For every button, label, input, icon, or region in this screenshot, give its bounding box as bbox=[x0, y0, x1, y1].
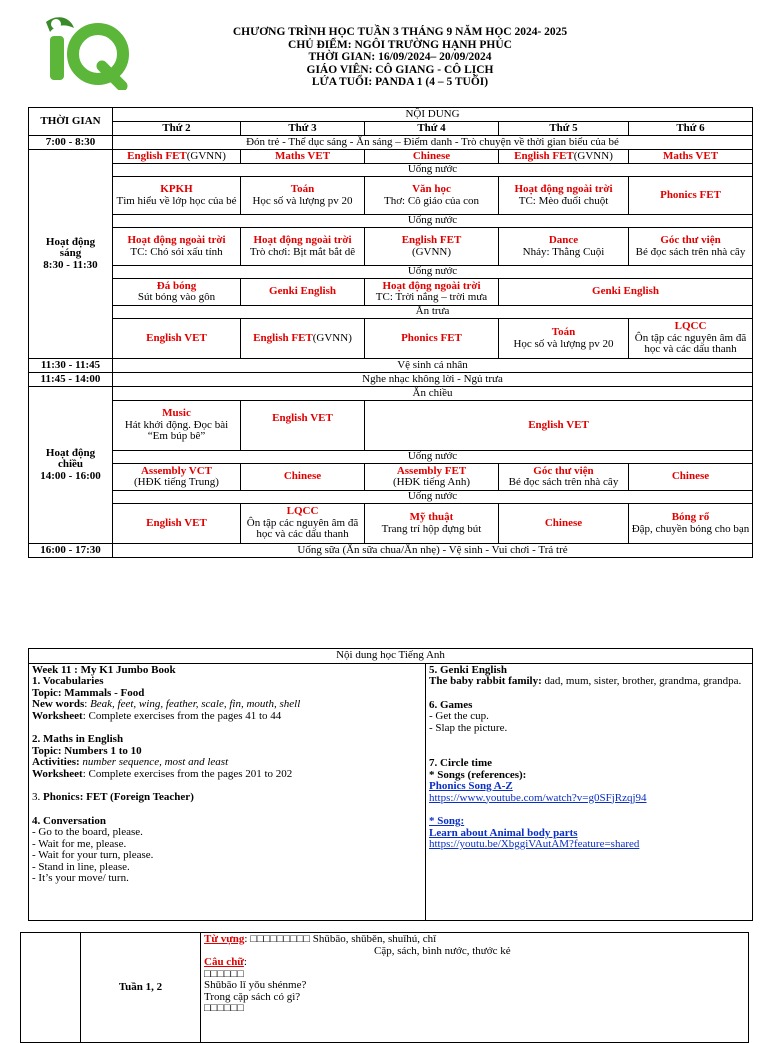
time-slot: 16:00 - 17:30 bbox=[29, 544, 113, 558]
afternoon-label: Hoạt động chiều 14:00 - 16:00 bbox=[29, 387, 113, 544]
section-heading: 2. Maths in English bbox=[32, 733, 124, 745]
activity-cell: Hoạt động ngoài trời Trò chơi: Bịt mắt bắt dê bbox=[241, 228, 365, 266]
day-header: Thứ 3 bbox=[241, 122, 365, 136]
activity-cell: Đá bóng Sút bóng vào gôn bbox=[113, 279, 241, 306]
activity-cell: Assembly VCT (HĐK tiếng Trung) bbox=[113, 464, 241, 491]
section-heading: 6. Games bbox=[429, 698, 473, 711]
activity-cell: Hoạt động ngoài trời TC: Mèo đuổi chuột bbox=[499, 177, 629, 215]
activity-cell: Chinese bbox=[499, 504, 629, 544]
routine-cell: Vệ sinh cá nhân bbox=[113, 359, 753, 373]
activity-cell: Hoạt động ngoài trời TC: Chó sói xấu tính bbox=[113, 228, 241, 266]
activity-cell: English FET (GVNN) bbox=[365, 228, 499, 266]
header-theme: CHỦ ĐIỂM: NGÔI TRƯỜNG HẠNH PHÚC bbox=[288, 38, 512, 51]
list-item: - Go to the board, please. bbox=[32, 826, 143, 838]
activity-cell: Genki English bbox=[499, 279, 753, 306]
activity-cell: LQCC Ôn tập các nguyên âm đã học và các dấu thanh bbox=[241, 504, 365, 544]
chinese-content-cell: Từ vựng: □□□□□□□□□ Shūbāo, shūběn, shuǐhú, chǐ Cặp, sách, bình nước, thước kẻ Câu chữ: □□□□□□ Shūbāo lǐ yǒu shénme? Trong cặp sách có gì? □□□□□□ bbox=[201, 933, 749, 1043]
header-program: CHƯƠNG TRÌNH HỌC TUẦN 3 THÁNG 9 NĂM HỌC 2024- 2025 bbox=[232, 26, 568, 38]
activity-cell: Genki English bbox=[241, 279, 365, 306]
song-link[interactable]: Phonics Song A-Z bbox=[429, 780, 513, 792]
routine-cell: Uống nước bbox=[113, 266, 753, 279]
activity-cell: Phonics FET bbox=[365, 319, 499, 359]
activity-cell: Chinese bbox=[365, 150, 499, 164]
activity-cell: Phonics FET bbox=[629, 177, 753, 215]
english-right-column: 5. Genki English The baby rabbit family: dad, mum, sister, brother, grandma, grandpa. 6. Games - Get the cup. - Slap the picture. 7. Circle time * Songs (references): Phonics Song A-Z https://www.youtube.com/watch?v=g0SFjRzqj94 * Song: Learn about Animal body parts https://youtu.be/XbggiVAutAM?feature=shared bbox=[426, 663, 753, 920]
activity-cell: Góc thư viện Bé đọc sách trên nhà cây bbox=[499, 464, 629, 491]
english-title: Nội dung học Tiếng Anh bbox=[29, 649, 753, 664]
page-header bbox=[190, 26, 610, 89]
chinese-content-table bbox=[20, 932, 749, 1043]
routine-cell: Uống nước bbox=[113, 215, 753, 228]
routine-cell: Đón trẻ - Thể dục sáng - Ăn sáng – Điểm danh - Trò chuyện về thời gian biểu của bé bbox=[113, 136, 753, 150]
list-item: - Wait for your turn, please. bbox=[32, 849, 154, 861]
activity-cell: Bóng rổ Đập, chuyền bóng cho bạn bbox=[629, 504, 753, 544]
routine-cell: Ăn chiều bbox=[113, 387, 753, 401]
activity-cell: Maths VET bbox=[629, 150, 753, 164]
day-header: Thứ 6 bbox=[629, 122, 753, 136]
activity-cell: Góc thư viện Bé đọc sách trên nhà cây bbox=[629, 228, 753, 266]
section-heading: 3. Phonics: FET (Foreign Teacher) bbox=[32, 791, 194, 803]
header-content-col: NỘI DUNG bbox=[113, 108, 753, 122]
list-item: - Slap the picture. bbox=[429, 721, 508, 734]
school-logo bbox=[36, 14, 130, 90]
video-url-link[interactable]: https://youtu.be/XbggiVAutAM?feature=shared bbox=[429, 838, 640, 850]
header-time: THỜI GIAN: 16/09/2024– 20/09/2024 bbox=[308, 51, 492, 63]
week-title: Week 11 : My K1 Jumbo Book bbox=[32, 663, 176, 676]
header-teachers: GIÁO VIÊN: CÔ GIANG - CÔ LỊCH bbox=[306, 63, 494, 76]
english-left-column: Week 11 : My K1 Jumbo Book 1. Vocabularies Topic: Mammals - Food New words: Beak, feet, wing, feather, scale, fin, mouth, shell Worksheet: Complete exercises from the pages 41 to 44 2. Maths in English Topic: Numbers 1 to 10 Activities: number sequence, most and least Worksheet: Complete exercises from the pages 201 to 202 3. Phonics: FET (Foreign Teacher) 4. Conversation - Go to the board, please. - Wait for me, please. - Wait for your turn, please. - Stand in line, please. - It’s your move/ turn. bbox=[29, 663, 426, 920]
routine-cell: Ăn trưa bbox=[113, 306, 753, 319]
activity-cell: English FET(GVNN) bbox=[241, 319, 365, 359]
activity-cell: English VET bbox=[113, 319, 241, 359]
activity-cell: English VET bbox=[365, 401, 753, 451]
morning-label: Hoạt động sáng 8:30 - 11:30 bbox=[29, 150, 113, 359]
activity-cell: LQCC Ôn tập các nguyên âm đã học và các dấu thanh bbox=[629, 319, 753, 359]
section-heading: 5. Genki English bbox=[429, 663, 507, 676]
day-header: Thứ 5 bbox=[499, 122, 629, 136]
section-heading: 7. Circle time bbox=[429, 757, 493, 769]
routine-cell: Uống nước bbox=[113, 164, 753, 177]
header-time-col: THỜI GIAN bbox=[29, 108, 113, 136]
activity-cell: Assembly FET (HĐK tiếng Anh) bbox=[365, 464, 499, 491]
activity-cell: Dance Nhảy: Thằng Cuội bbox=[499, 228, 629, 266]
activity-cell: Chinese bbox=[629, 464, 753, 491]
day-header: Thứ 4 bbox=[365, 122, 499, 136]
week-cell: Tuần 1, 2 bbox=[81, 933, 201, 1043]
activity-cell: Chinese bbox=[241, 464, 365, 491]
activity-cell: Toán Học số và lượng pv 20 bbox=[241, 177, 365, 215]
routine-cell: Uống sữa (Ăn sữa chua/Ăn nhẹ) - Vệ sinh - Vui chơi - Trả trẻ bbox=[113, 544, 753, 558]
list-item: - Get the cup. bbox=[429, 710, 489, 722]
song-label: * Song: bbox=[429, 815, 465, 827]
activity-cell: Maths VET bbox=[241, 150, 365, 164]
activity-cell: Văn học Thơ: Cô giáo của con bbox=[365, 177, 499, 215]
activity-cell: Music Hát khởi động. Đọc bài “Em búp bê” bbox=[113, 401, 241, 451]
list-item: - Stand in line, please. bbox=[32, 860, 130, 873]
activity-cell: English FET(GVNN) bbox=[113, 150, 241, 164]
activity-cell: KPKH Tìm hiểu về lớp học của bé bbox=[113, 177, 241, 215]
list-item: - It’s your move/ turn. bbox=[32, 872, 129, 884]
activity-cell: Hoạt động ngoài trời TC: Trời nắng – trời mưa bbox=[365, 279, 499, 306]
time-slot: 7:00 - 8:30 bbox=[29, 136, 113, 150]
section-heading: 1. Vocabularies bbox=[32, 675, 104, 687]
song-link[interactable]: Learn about Animal body parts bbox=[429, 826, 578, 839]
empty-cell bbox=[21, 933, 81, 1043]
routine-cell: Nghe nhạc không lời - Ngủ trưa bbox=[113, 373, 753, 387]
activity-cell: Toán Học số và lượng pv 20 bbox=[499, 319, 629, 359]
activity-cell: English VET bbox=[241, 401, 365, 451]
list-item: - Wait for me, please. bbox=[32, 837, 127, 850]
activity-cell: English FET(GVNN) bbox=[499, 150, 629, 164]
time-slot: 11:45 - 14:00 bbox=[29, 373, 113, 387]
video-url-link[interactable]: https://www.youtube.com/watch?v=g0SFjRzqj94 bbox=[429, 791, 647, 804]
activity-cell: English VET bbox=[113, 504, 241, 544]
day-header: Thứ 2 bbox=[113, 122, 241, 136]
section-heading: 4. Conversation bbox=[32, 814, 106, 827]
activity-cell: Mỹ thuật Trang trí hộp đựng bút bbox=[365, 504, 499, 544]
english-content-table bbox=[28, 648, 753, 921]
header-age: LỨA TUỔI: PANDA 1 (4 – 5 TUỔI) bbox=[311, 76, 489, 88]
time-slot: 11:30 - 11:45 bbox=[29, 359, 113, 373]
routine-cell: Uống nước bbox=[113, 491, 753, 504]
routine-cell: Uống nước bbox=[113, 451, 753, 464]
weekly-schedule-table bbox=[28, 107, 753, 558]
